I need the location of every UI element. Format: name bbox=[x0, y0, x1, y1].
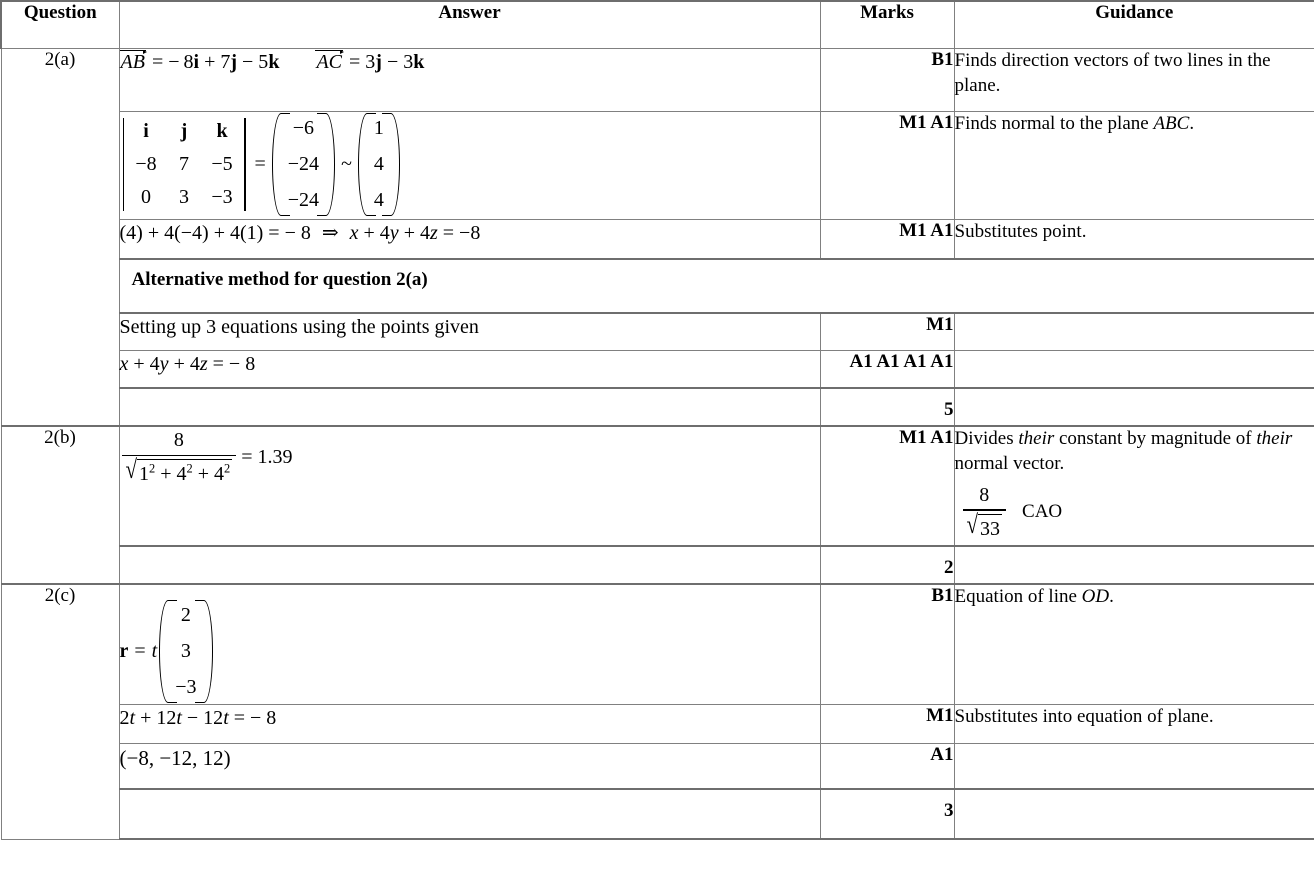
guidance-2b-cao-expression bbox=[961, 482, 1063, 541]
det-r2c2: 3 bbox=[179, 186, 189, 208]
guidance-od-post: . bbox=[1109, 586, 1114, 607]
det-r1c1: −8 bbox=[135, 153, 157, 175]
simplified-2: 4 bbox=[373, 153, 384, 175]
table-row bbox=[1, 220, 1314, 260]
expression-2c-substitution: 2t + 12t − 12t = − 8 bbox=[119, 707, 277, 729]
equals-sign: = bbox=[254, 153, 266, 175]
ac-rhs: 3j − 3k bbox=[365, 51, 425, 73]
marks-cell-m1-a1-normal: M1 A1 bbox=[820, 112, 954, 220]
guidance-cell-2c-3 bbox=[954, 744, 1314, 790]
expression-substitution: (4) + 4(−4) + 4(1) = − 8 ⇒ x + 4y + 4z = −8 bbox=[119, 222, 481, 244]
square-root-33 bbox=[966, 509, 1003, 542]
answer-cell-substitution bbox=[119, 220, 820, 260]
determinant-entries bbox=[127, 118, 241, 211]
fraction-distance bbox=[122, 427, 237, 488]
guidance-od-pre: Equation of line bbox=[954, 586, 1082, 607]
guidance-2b-pre: Divides bbox=[954, 428, 1019, 449]
marks-cell-alt-a1s: A1 A1 A1 A1 bbox=[820, 351, 954, 389]
substitution-lhs: (4) + 4(−4) + 4(1) = − 8 bbox=[119, 222, 311, 244]
vector-simplified-normal bbox=[358, 112, 400, 217]
expression-ab-ac: AB = − 8i + 7j − 5k AC = 3j − 3k bbox=[120, 51, 425, 73]
total-spacer-2c bbox=[119, 789, 820, 839]
total-guidance-2c bbox=[954, 789, 1314, 839]
cao-numerator: 8 bbox=[979, 484, 990, 507]
simplified-3: 4 bbox=[373, 189, 384, 211]
tilde-sign: ~ bbox=[341, 153, 352, 175]
guidance-cell-direction-vectors: Finds direction vectors of two lines in the plane. bbox=[954, 49, 1314, 112]
cao-denominator bbox=[963, 511, 1007, 542]
radical-sign: √ bbox=[125, 454, 138, 485]
column-header-guidance: Guidance bbox=[954, 1, 1314, 49]
guidance-2b-mid: constant by magnitude of bbox=[1054, 428, 1257, 449]
table-body bbox=[1, 49, 1314, 840]
answer-cell-cross-product bbox=[119, 112, 820, 220]
guidance-cell-substitutes: Substitutes point. bbox=[954, 220, 1314, 260]
r-symbol: r bbox=[119, 640, 129, 662]
answer-cell-alt-plane-equation bbox=[119, 351, 820, 389]
plane-equation: x bbox=[349, 222, 359, 244]
od-component-1: 2 bbox=[180, 604, 191, 626]
expression-line-od: r = t 2 3 −3 bbox=[120, 599, 213, 704]
column-header-question: Question bbox=[1, 1, 119, 49]
guidance-od-label: OD bbox=[1081, 586, 1110, 607]
implies-sign: ⇒ bbox=[321, 222, 339, 244]
guidance-cell-normal bbox=[954, 112, 1314, 220]
header-row bbox=[1, 1, 1314, 49]
det-r1c3: −5 bbox=[211, 153, 233, 175]
guidance-cell-line-od bbox=[954, 584, 1314, 705]
table-row bbox=[1, 313, 1314, 351]
question-label-2a: 2(a) bbox=[1, 49, 119, 427]
det-r1c2: 7 bbox=[179, 153, 189, 175]
expression-cross-product bbox=[120, 112, 400, 217]
guidance-2b-text bbox=[955, 427, 1314, 476]
ab-rhs: − 8i + 7j − 5k bbox=[168, 51, 280, 73]
det-r2c1: 0 bbox=[141, 186, 151, 208]
guidance-2b-their-2: their bbox=[1256, 428, 1293, 449]
radical-body-33: 33 bbox=[978, 514, 1002, 542]
fraction-cao bbox=[963, 482, 1007, 541]
table-row bbox=[1, 744, 1314, 790]
radical-sign-33: √ bbox=[966, 509, 979, 540]
total-marks-2a: 5 bbox=[820, 388, 954, 426]
det-r2c3: −3 bbox=[211, 186, 233, 208]
determinant-matrix bbox=[120, 118, 249, 211]
parameter-t: t bbox=[151, 640, 158, 662]
total-row-2c bbox=[1, 789, 1314, 839]
answer-cell-2c-point bbox=[119, 744, 820, 790]
total-marks-2b: 2 bbox=[820, 546, 954, 584]
column-header-answer: Answer bbox=[119, 1, 820, 49]
expression-alt-plane: x + 4y + 4z = − 8 bbox=[119, 353, 256, 375]
guidance-cell-alt-1 bbox=[954, 313, 1314, 351]
answer-cell-distance bbox=[119, 426, 820, 546]
od-component-2: 3 bbox=[180, 640, 191, 662]
answer-cell-direction-vectors bbox=[119, 49, 820, 112]
table-row bbox=[1, 49, 1314, 112]
square-root bbox=[125, 454, 233, 488]
guidance-normal-plane: ABC bbox=[1153, 113, 1190, 134]
cross-result-3: −24 bbox=[287, 189, 320, 211]
fraction-numerator: 8 bbox=[173, 429, 184, 451]
marks-cell-2c-m1: M1 bbox=[820, 705, 954, 744]
marks-cell-alt-m1: M1 bbox=[820, 313, 954, 351]
marks-cell-2b-m1-a1: M1 A1 bbox=[820, 426, 954, 546]
guidance-2b-their-1: their bbox=[1018, 428, 1055, 449]
guidance-2b-post: normal vector. bbox=[954, 452, 1065, 474]
det-k: k bbox=[216, 120, 228, 142]
table-row bbox=[1, 426, 1314, 546]
det-j: j bbox=[180, 120, 188, 142]
guidance-cell-alt-2 bbox=[954, 351, 1314, 389]
table-header bbox=[1, 1, 1314, 49]
question-label-2c: 2(c) bbox=[1, 584, 119, 839]
total-guidance-2a bbox=[954, 388, 1314, 426]
marks-cell-2c-a1: A1 bbox=[820, 744, 954, 790]
table-row bbox=[1, 584, 1314, 705]
answer-cell-line-od bbox=[119, 584, 820, 705]
expression-2c-point: (−8, −12, 12) bbox=[119, 746, 231, 770]
cao-label: CAO bbox=[1022, 500, 1063, 522]
guidance-normal-post: . bbox=[1189, 113, 1195, 134]
radical-body: $1^2 + 4^2 + 4^2$ bbox=[137, 459, 232, 488]
vector-ab-label: AB bbox=[120, 51, 145, 73]
simplified-1: 1 bbox=[373, 117, 384, 139]
answer-cell-alt-setting-up: Setting up 3 equations using the points given bbox=[119, 313, 820, 351]
guidance-cell-2b bbox=[954, 426, 1314, 546]
fraction-denominator bbox=[122, 456, 237, 488]
question-label-2b: 2(b) bbox=[1, 426, 119, 584]
alternative-method-label: Alternative method for question 2(a) bbox=[119, 259, 1314, 313]
table-row bbox=[1, 705, 1314, 744]
vector-cross-result bbox=[272, 112, 335, 217]
answer-cell-2c-substitution bbox=[119, 705, 820, 744]
marks-cell-m1-a1-substitutes: M1 A1 bbox=[820, 220, 954, 260]
total-row-2a bbox=[1, 388, 1314, 426]
total-marks-2c: 3 bbox=[820, 789, 954, 839]
det-i: i bbox=[143, 120, 149, 142]
total-row-2b bbox=[1, 546, 1314, 584]
column-header-marks: Marks bbox=[820, 1, 954, 49]
marks-cell-2c-b1: B1 bbox=[820, 584, 954, 705]
table-row bbox=[1, 112, 1314, 220]
expression-distance bbox=[120, 427, 293, 488]
vector-ac-label: AC bbox=[316, 51, 342, 73]
cross-result-2: −24 bbox=[287, 153, 320, 175]
table-row bbox=[1, 351, 1314, 389]
total-guidance-2b bbox=[954, 546, 1314, 584]
distance-result: = 1.39 bbox=[241, 446, 293, 469]
cross-result-1: −6 bbox=[292, 117, 315, 139]
total-spacer-2b bbox=[119, 546, 820, 584]
alternative-method-heading-row bbox=[1, 259, 1314, 313]
guidance-normal-pre: Finds normal to the plane bbox=[954, 113, 1154, 134]
od-component-3: −3 bbox=[175, 676, 197, 698]
vector-od-direction bbox=[159, 599, 212, 704]
guidance-cell-2c-substitutes: Substitutes into equation of plane. bbox=[954, 705, 1314, 744]
total-spacer-2a bbox=[119, 388, 820, 426]
marks-cell-b1: B1 bbox=[820, 49, 954, 112]
